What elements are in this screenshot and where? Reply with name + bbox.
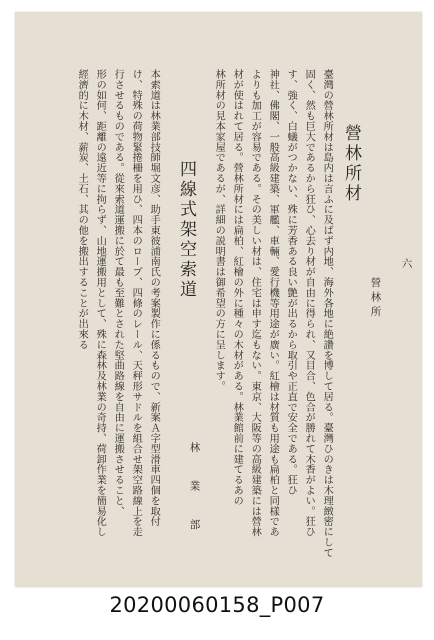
document-page: [15, 12, 422, 587]
section2-line: 經濟的に木材、薪炭、土石、其の他を搬出することが出來る: [76, 69, 88, 350]
section2-author: 林業部: [188, 442, 201, 558]
section1-line: 臺灣の營林所材は島内は言ふに及ばず内地、海外各地に絶讚を博して居る。臺灣ひのきは木理緻密にして: [321, 69, 333, 558]
section1-line: す、強く、白蟻がつかない、殊に芳香ある良い艶が出るから取引や正直で安全である。狂ひ: [285, 69, 297, 496]
section1-line: 林所材の見本家屋であるが、詳細の説明書は御希望の方に呈します。: [213, 69, 225, 392]
section1-line: 固く、然も巨大であるから狂ひ、心去り材が自由に得られ、又目合、色合が勝れて木香がよい。狂ひ: [303, 69, 315, 537]
section1-author: 營林所: [369, 277, 382, 321]
section2-line: 本索道は林業部技師堀文彦、助手東彼浦南氏の考案製作に係るもので、新案Ａ字型滑車四個を取付: [148, 69, 160, 527]
section2-line: 形の如何、距離の遠近等に拘らず、山地運搬用として、殊に森林及林業の奇持、荷卸作業を簡易化し: [94, 69, 106, 537]
section1-line: よりも加工が容易である。その美しい材は、住宅は申す迄もない。東京、大阪等の高級建築には營林: [249, 69, 261, 537]
section2-line: 行させるものである。從來索道運搬に於て最も至難とされた堅曲路線を自由に運搬させること、: [112, 69, 124, 517]
section1-line: 神社、佛閣、一般高級建築、軍艦、車輛、愛行機等用途が廣い。紅檜は材質も用途も扁柏と同樣であ: [267, 69, 279, 537]
image-caption: 20200060158_P007: [109, 593, 325, 617]
page-number: 六: [400, 258, 413, 273]
section2-title: 四線式架空索道: [176, 160, 196, 300]
section1-line: 材が使はれて居る。營林所材には扁柏、紅檜の外に種々の木材がある。林業館前に建てるあの: [231, 69, 243, 506]
section1-title: 營林所材: [341, 124, 361, 204]
section2-line: け、特殊の荷物緊捲柵を用ひ、四本のロープ、四條のレール、天秤形サドルを組合せ架空路線上を走: [130, 69, 142, 537]
